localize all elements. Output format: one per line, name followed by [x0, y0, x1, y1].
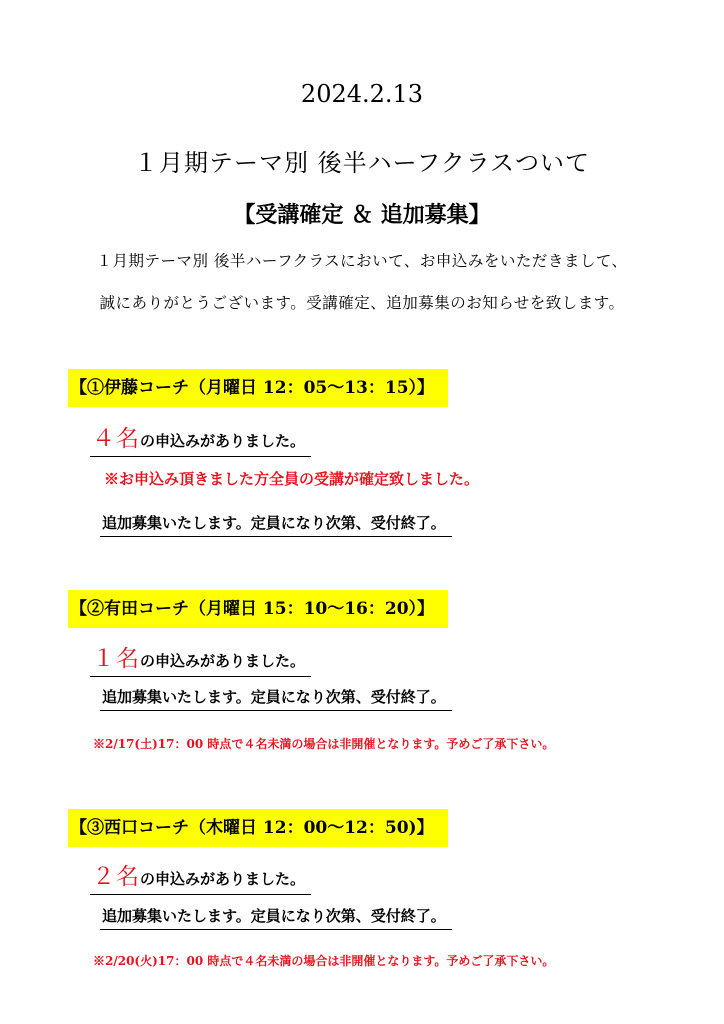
section-heading: 【③西口コーチ（木曜日 12：00〜12：50)】: [68, 809, 448, 847]
application-count-suffix: の申込みがありました。: [140, 870, 306, 888]
document-title: １月期テーマ別 後半ハーフクラスついて: [134, 149, 590, 177]
confirmation-notice: ※お申込み頂きました方全員の受講が確定致しました。: [104, 470, 480, 488]
application-count-suffix: の申込みがありました。: [140, 432, 306, 450]
section-heading: 【①伊藤コーチ（月曜日 12：05〜13：15）】: [68, 369, 448, 407]
additional-recruitment-text: 追加募集いたします。定員になり次第、受付終了。: [100, 905, 452, 930]
document-subtitle: 【受講確定 ＆ 追加募集】: [233, 202, 491, 228]
application-count: １名: [92, 646, 140, 672]
document-date: 2024.2.13: [300, 80, 424, 108]
cancellation-note: ※2/20(火)17：00 時点で４名未満の場合は非開催となります。予めご了承下さい。: [93, 954, 555, 968]
additional-recruitment-text: 追加募集いたします。定員になり次第、受付終了。: [100, 686, 452, 711]
section-heading: 【②有田コーチ（月曜日 15：10〜16：20）】: [68, 590, 448, 628]
application-count-suffix: の申込みがありました。: [140, 652, 306, 670]
application-count: ４名: [92, 426, 140, 452]
application-count-line: [90, 858, 311, 895]
application-count: ２名: [92, 864, 140, 890]
application-count-line: [90, 640, 311, 677]
cancellation-note: ※2/17(土)17：00 時点で４名未満の場合は非開催となります。予めご了承下さい。: [93, 737, 555, 751]
intro-line-1: １月期テーマ別 後半ハーフクラスにおいて、お申込みをいただきまして、: [96, 252, 628, 270]
additional-recruitment-text: 追加募集いたします。定員になり次第、受付終了。: [100, 512, 452, 537]
application-count-line: [90, 420, 311, 457]
intro-line-2: 誠にありがとうございます。受講確定、追加募集のお知らせを致します。: [99, 294, 625, 312]
